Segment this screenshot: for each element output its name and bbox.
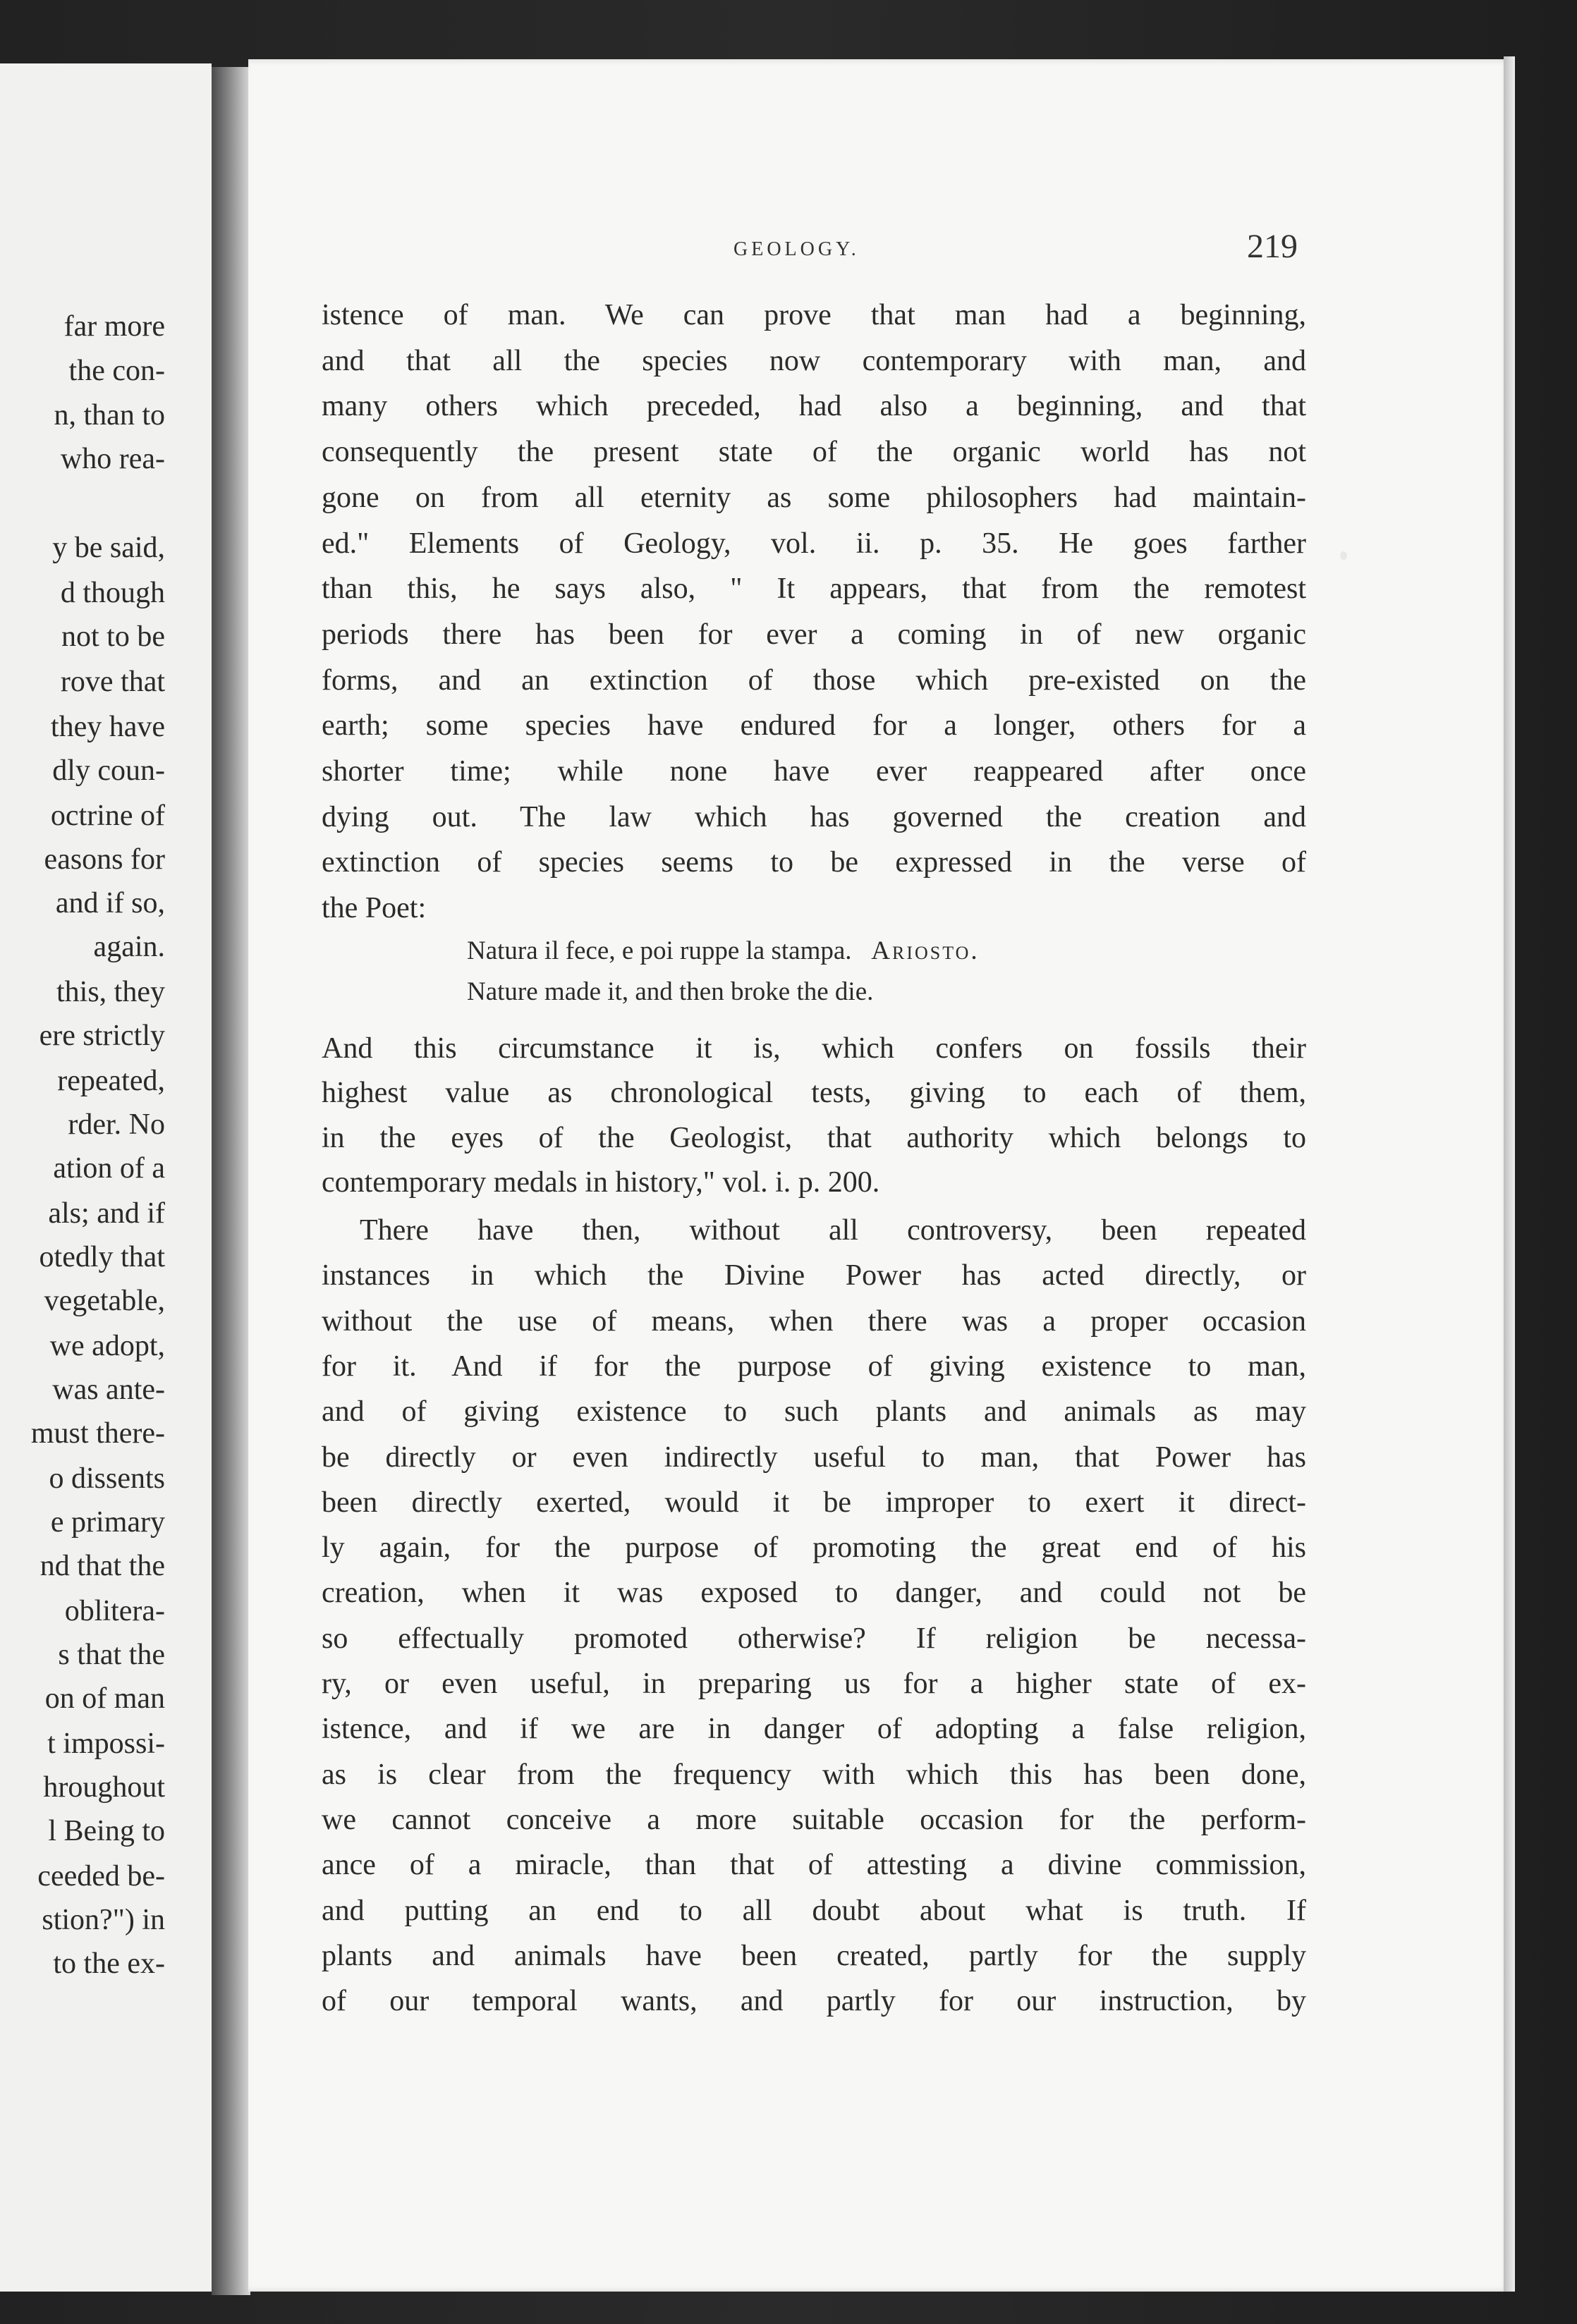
left-page-line: t impossi- <box>47 1727 165 1760</box>
left-page-line: and if so, <box>55 887 165 919</box>
body-text-line: highest value as chronological tests, giving to each of them, <box>322 1077 1306 1110</box>
left-page-line: hroughout <box>43 1771 165 1804</box>
left-facing-page <box>0 63 212 2292</box>
body-text-line: consequently the present state of the organic world has not <box>322 436 1306 469</box>
verse-english: Nature made it, and then broke the die. <box>467 977 874 1006</box>
left-page-line: s that the <box>58 1639 165 1671</box>
left-page-line: otedly that <box>39 1241 165 1273</box>
left-page-line: must there- <box>30 1417 165 1450</box>
left-page-line: rove that <box>60 666 165 698</box>
left-page-line: d though <box>60 577 165 609</box>
left-page-line: n, than to <box>54 399 165 432</box>
left-page-line: the con- <box>68 355 165 387</box>
body-text-line: gone on from all eternity as some philosophers had maintain- <box>322 481 1306 514</box>
body-text-line: and putting an end to all doubt about what is truth. If <box>322 1894 1306 1927</box>
body-text-line: istence of man. We can prove that man had a beginning, <box>322 299 1306 331</box>
page-number: 219 <box>1247 228 1298 265</box>
left-page-line: obliterа- <box>64 1595 165 1627</box>
left-page-line: this, they <box>56 976 165 1008</box>
body-text-line: and of giving existence to such plants and animals as may <box>322 1395 1306 1429</box>
left-page-line: ation of a <box>53 1152 165 1185</box>
left-page-line: was ante- <box>52 1374 165 1406</box>
left-page-line: not to be <box>61 620 165 653</box>
page-edge <box>1504 56 1515 2292</box>
body-text-line: forms, and an extinction of those which pre-existed on the <box>322 663 1306 697</box>
body-text-line: extinction of species seems to be expressed in the verse of <box>322 846 1306 879</box>
left-page-line: far more <box>63 310 165 343</box>
body-text-line: than this, he says also, " It appears, that from the remotest <box>322 573 1306 606</box>
body-text-line: contemporary medals in history," vol. i. p. 200. <box>322 1166 880 1199</box>
verse-latin <box>467 936 980 966</box>
body-text-line: for it. And if for the purpose of giving existence to man, <box>322 1350 1306 1383</box>
left-page-line: ceeded be- <box>37 1860 165 1892</box>
verse-latin-text: Natura il fece, e poi ruppe la stampa. <box>467 936 852 965</box>
body-text-line: of our temporal wants, and partly for our instruction, by <box>322 1985 1306 2018</box>
body-text-line: ance of a miracle, than that of attesting a divine commission, <box>322 1849 1306 1882</box>
left-page-line: who rea- <box>60 443 165 475</box>
body-text-line: many others which preceded, had also a beginning, and that <box>322 390 1306 423</box>
left-page-line: to the ex- <box>53 1947 165 1980</box>
scan-speck <box>1340 551 1347 560</box>
running-head: GEOLOGY. <box>733 238 860 260</box>
body-text-line: instances in which the Divine Power has acted directly, or <box>322 1259 1306 1292</box>
body-text-line: been directly exerted, would it be improper to exert it direct- <box>322 1486 1306 1519</box>
body-text-line: plants and animals have been created, partly for the supply <box>322 1939 1306 1972</box>
left-page-line: ere strictly <box>39 1020 165 1052</box>
body-text-line: creation, when it was exposed to danger, and could not be <box>322 1577 1306 1610</box>
body-text-line: as is clear from the frequency with which this has been done, <box>322 1758 1306 1791</box>
left-page-line: y be said, <box>52 532 165 564</box>
left-page-line: o dissents <box>49 1462 165 1495</box>
left-page-line: octrine of <box>50 800 165 832</box>
body-text-line: be directly or even indirectly useful to man, that Power has <box>322 1441 1306 1474</box>
left-page-line: l Being to <box>48 1815 165 1847</box>
body-text-line: the Poet: <box>322 892 427 925</box>
body-text-line: ed." Elements of Geology, vol. ii. p. 35. He goes farther <box>322 527 1306 560</box>
verse-author: Ariosto. <box>871 936 980 965</box>
book-gutter <box>212 67 250 2295</box>
left-page-line: vegetable, <box>44 1285 165 1317</box>
left-page-line: als; and if <box>48 1197 165 1230</box>
body-text-line: periods there has been for ever a coming in of new organic <box>322 618 1306 651</box>
body-text-line: dying out. The law which has governed the creation and <box>322 800 1306 833</box>
body-text-line: And this circumstance it is, which confers on fossils their <box>322 1032 1306 1065</box>
left-page-line: rder. No <box>68 1108 165 1141</box>
left-page-line: nd that the <box>39 1550 165 1582</box>
body-text-line: shorter time; while none have ever reappeared after once <box>322 755 1306 788</box>
left-page-line: e primary <box>50 1506 165 1539</box>
body-text-line: There have then, without all controversy, been repeated <box>360 1214 1306 1247</box>
left-page-line: easons for <box>44 843 165 876</box>
left-page-line: repeated, <box>57 1065 165 1097</box>
body-text-line: we cannot conceive a more suitable occasion for the perform- <box>322 1803 1306 1836</box>
body-text-line: so effectually promoted otherwise? If religion be necessa- <box>322 1622 1306 1655</box>
left-page-line: we adopt, <box>49 1330 165 1362</box>
body-text-line: ry, or even useful, in preparing us for a higher state of ex- <box>322 1668 1306 1700</box>
body-text-line: in the eyes of the Geologist, that authority which belongs to <box>322 1121 1306 1154</box>
body-text-line: and that all the species now contemporary with man, and <box>322 344 1306 377</box>
left-page-line: on of man <box>44 1682 165 1715</box>
body-text-line: ly again, for the purpose of promoting the great end of his <box>322 1531 1306 1565</box>
left-page-line: stion?") in <box>42 1904 165 1936</box>
left-page-line: again. <box>93 931 165 963</box>
body-text-line: earth; some species have endured for a longer, others for a <box>322 709 1306 742</box>
body-text-line: istence, and if we are in danger of adopting a false religion, <box>322 1713 1306 1746</box>
body-text-line: without the use of means, when there was a proper occasion <box>322 1304 1306 1338</box>
left-page-line: they have <box>50 711 165 743</box>
left-page-line: dly coun- <box>52 754 165 787</box>
